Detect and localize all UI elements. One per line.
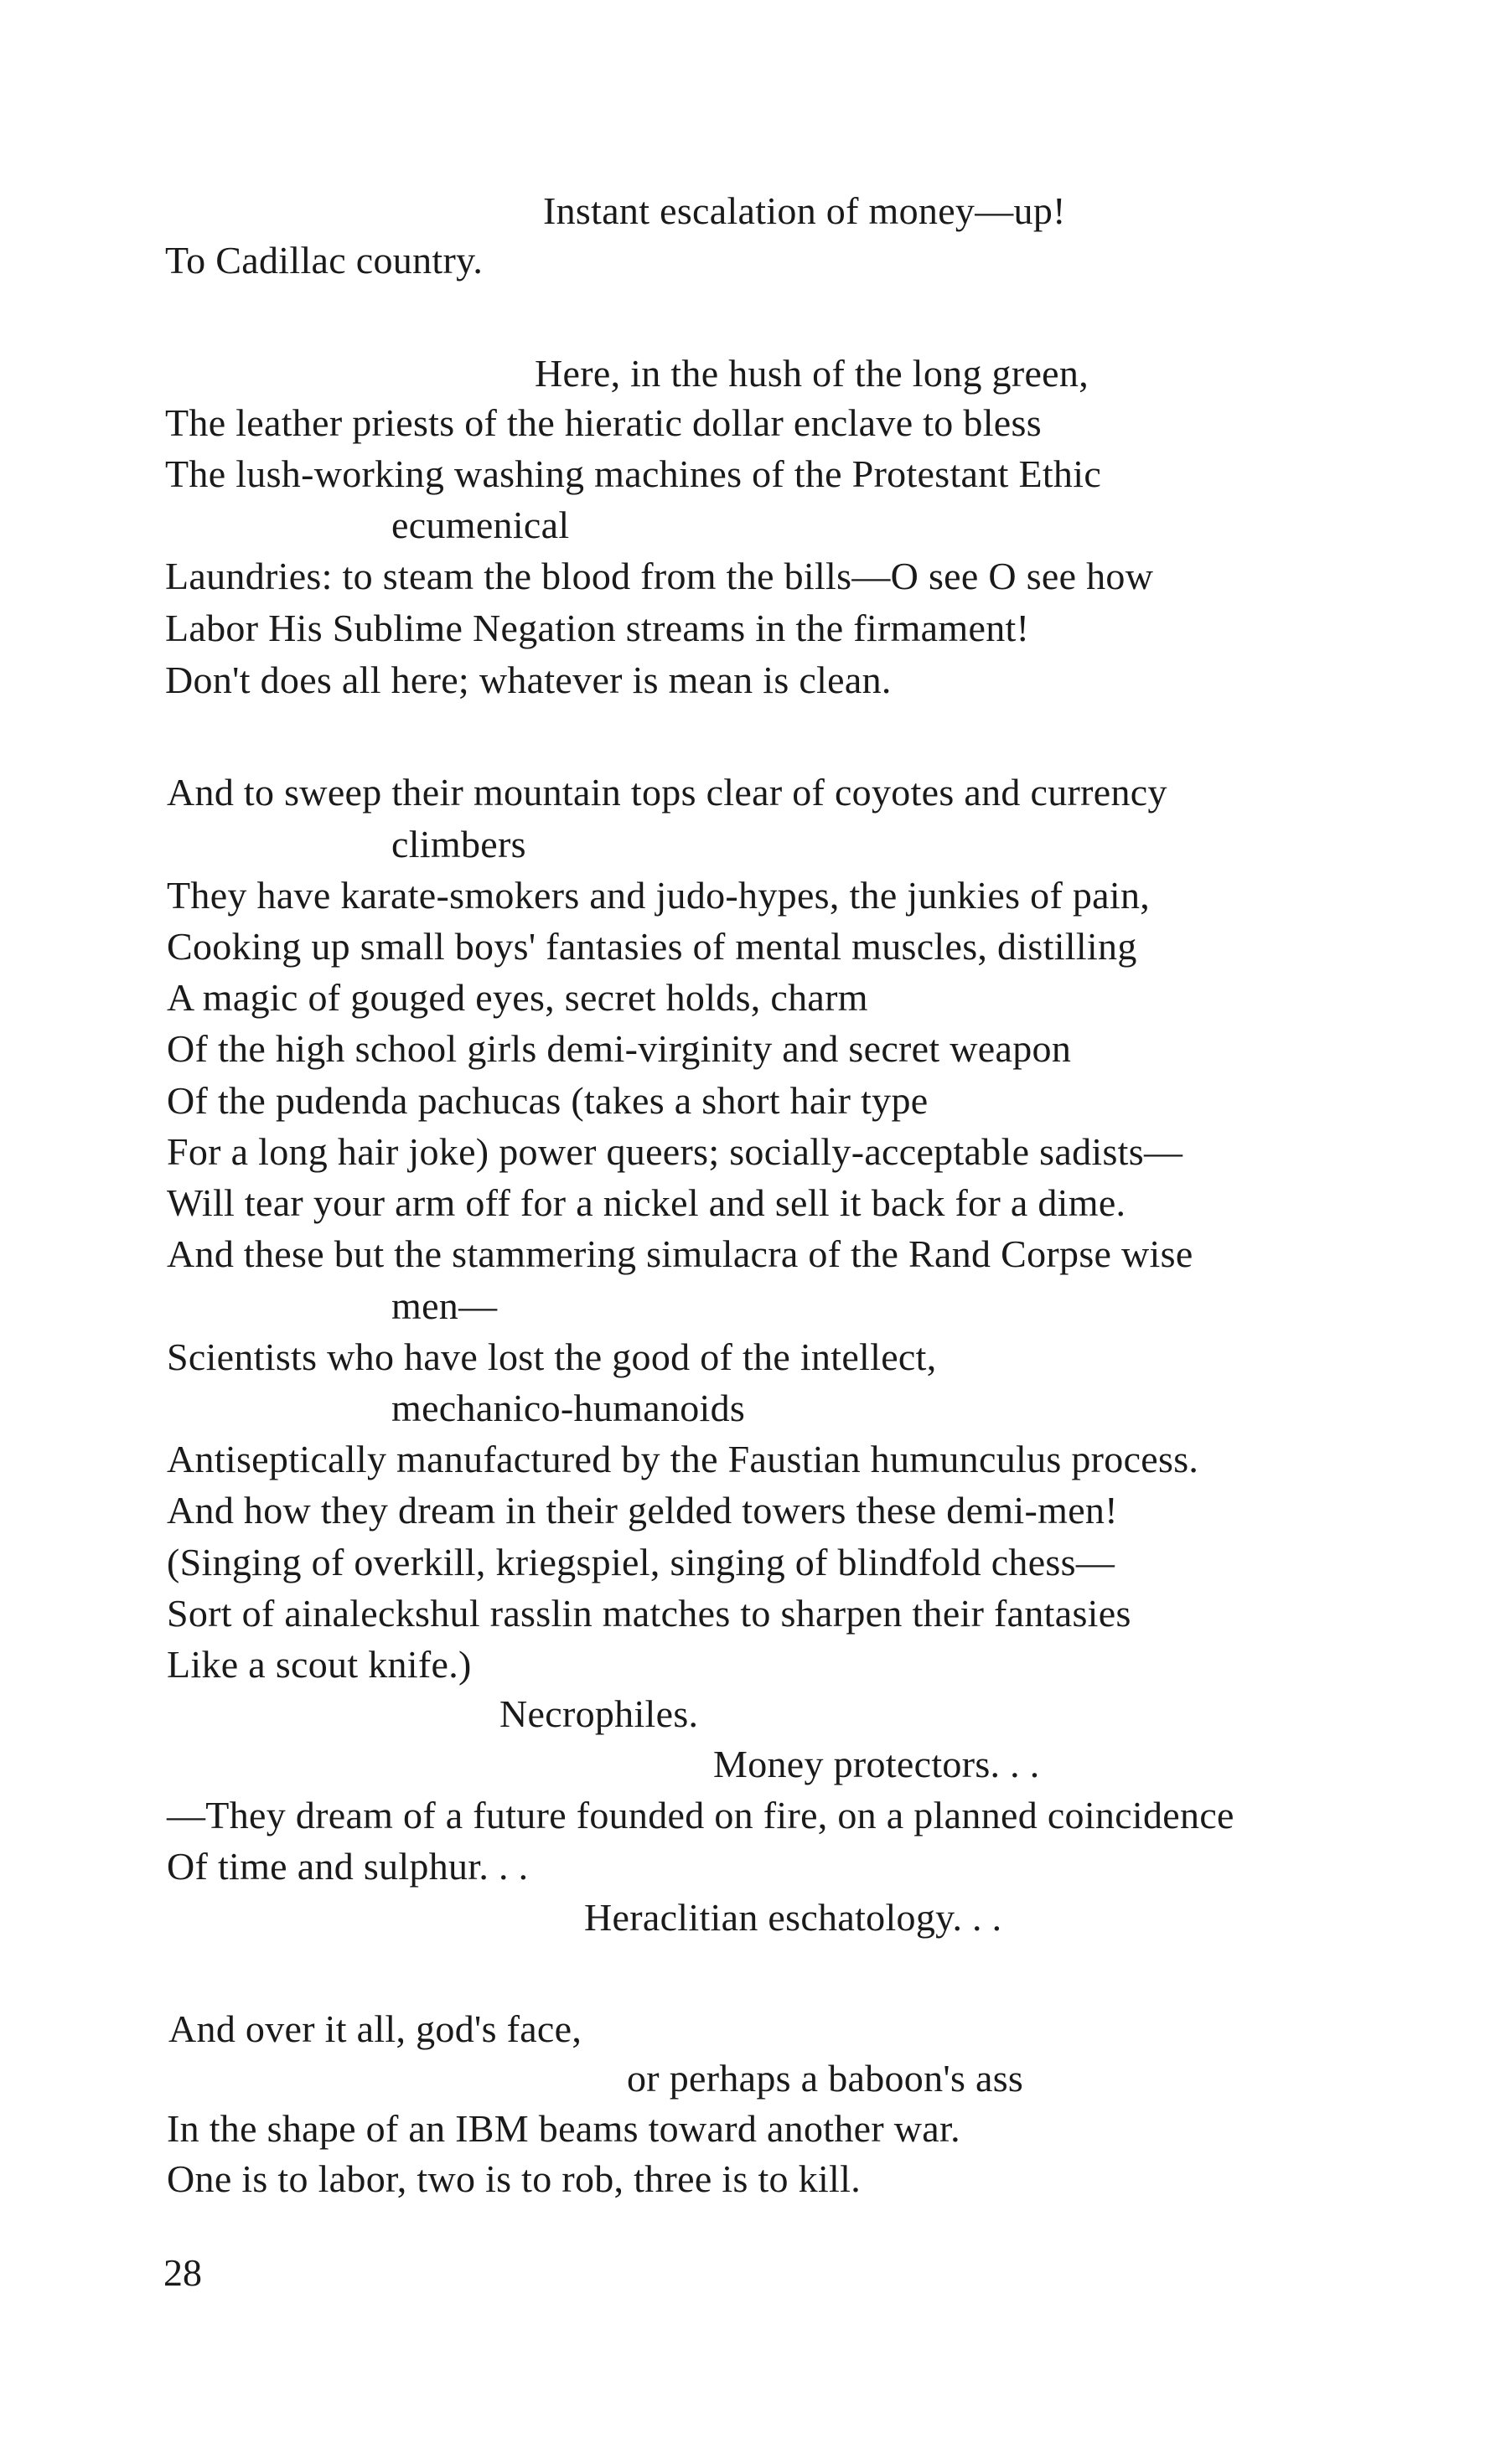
page-number: 28	[163, 2251, 202, 2294]
poem-line: Of the pudenda pachucas (takes a short hair type	[167, 1079, 929, 1122]
poem-line: They have karate-smokers and judo-hypes, the junkies of pain,	[167, 874, 1151, 917]
poem-line: And how they dream in their gelded towers these demi-men!	[167, 1489, 1118, 1532]
poem-line: The lush-working washing machines of the Protestant Ethic	[165, 452, 1102, 495]
poem-line: Necrophiles.	[499, 1692, 699, 1735]
poem-line: Of time and sulphur. . .	[167, 1845, 529, 1888]
poem-line: or perhaps a baboon's ass	[627, 2057, 1024, 2100]
poem-line: And over it all, god's face,	[168, 2007, 582, 2050]
poem-line: Laundries: to steam the blood from the bills—O see O see how	[165, 555, 1154, 597]
poem-line: One is to labor, two is to rob, three is to kill.	[167, 2157, 861, 2200]
poem-line: ecumenical	[391, 504, 570, 546]
poem-line: And to sweep their mountain tops clear of coyotes and currency	[167, 771, 1167, 814]
poem-line: Like a scout knife.)	[167, 1643, 472, 1686]
poem-line: For a long hair joke) power queers; socially-acceptable sadists—	[167, 1130, 1183, 1173]
poem-line: men—	[391, 1284, 498, 1327]
poem-line: Instant escalation of money—up!	[543, 189, 1066, 232]
poem-line: Labor His Sublime Negation streams in the firmament!	[165, 607, 1030, 649]
poem-line: —They dream of a future founded on fire, on a planned coincidence	[167, 1794, 1234, 1836]
poem-line: Of the high school girls demi-virginity and secret weapon	[167, 1027, 1072, 1070]
poem-line: climbers	[391, 823, 526, 865]
poem-line: Money protectors. . .	[713, 1743, 1040, 1785]
poem-line: Don't does all here; whatever is mean is clean.	[165, 659, 892, 701]
poem-line: A magic of gouged eyes, secret holds, charm	[167, 976, 868, 1019]
poem-line: Will tear your arm off for a nickel and sell it back for a dime.	[167, 1181, 1126, 1224]
poem-line: Antiseptically manufactured by the Faustian humunculus process.	[167, 1438, 1199, 1480]
poem-line: Heraclitian eschatology. . .	[584, 1896, 1002, 1939]
poem-line: (Singing of overkill, kriegspiel, singing of blindfold chess—	[167, 1541, 1115, 1583]
poem-line: Here, in the hush of the long green,	[535, 352, 1089, 395]
poem-line: In the shape of an IBM beams toward another war.	[167, 2107, 960, 2150]
poem-line: To Cadillac country.	[165, 239, 484, 282]
poem-line: mechanico-humanoids	[391, 1387, 746, 1429]
poem-line: And these but the stammering simulacra of the Rand Corpse wise	[167, 1232, 1193, 1275]
poem-line: The leather priests of the hieratic dollar enclave to bless	[165, 401, 1042, 444]
poem-line: Scientists who have lost the good of the intellect,	[167, 1335, 937, 1378]
poem-line: Cooking up small boys' fantasies of mental muscles, distilling	[167, 925, 1137, 968]
poem-line: Sort of ainaleckshul rasslin matches to sharpen their fantasies	[167, 1592, 1131, 1635]
